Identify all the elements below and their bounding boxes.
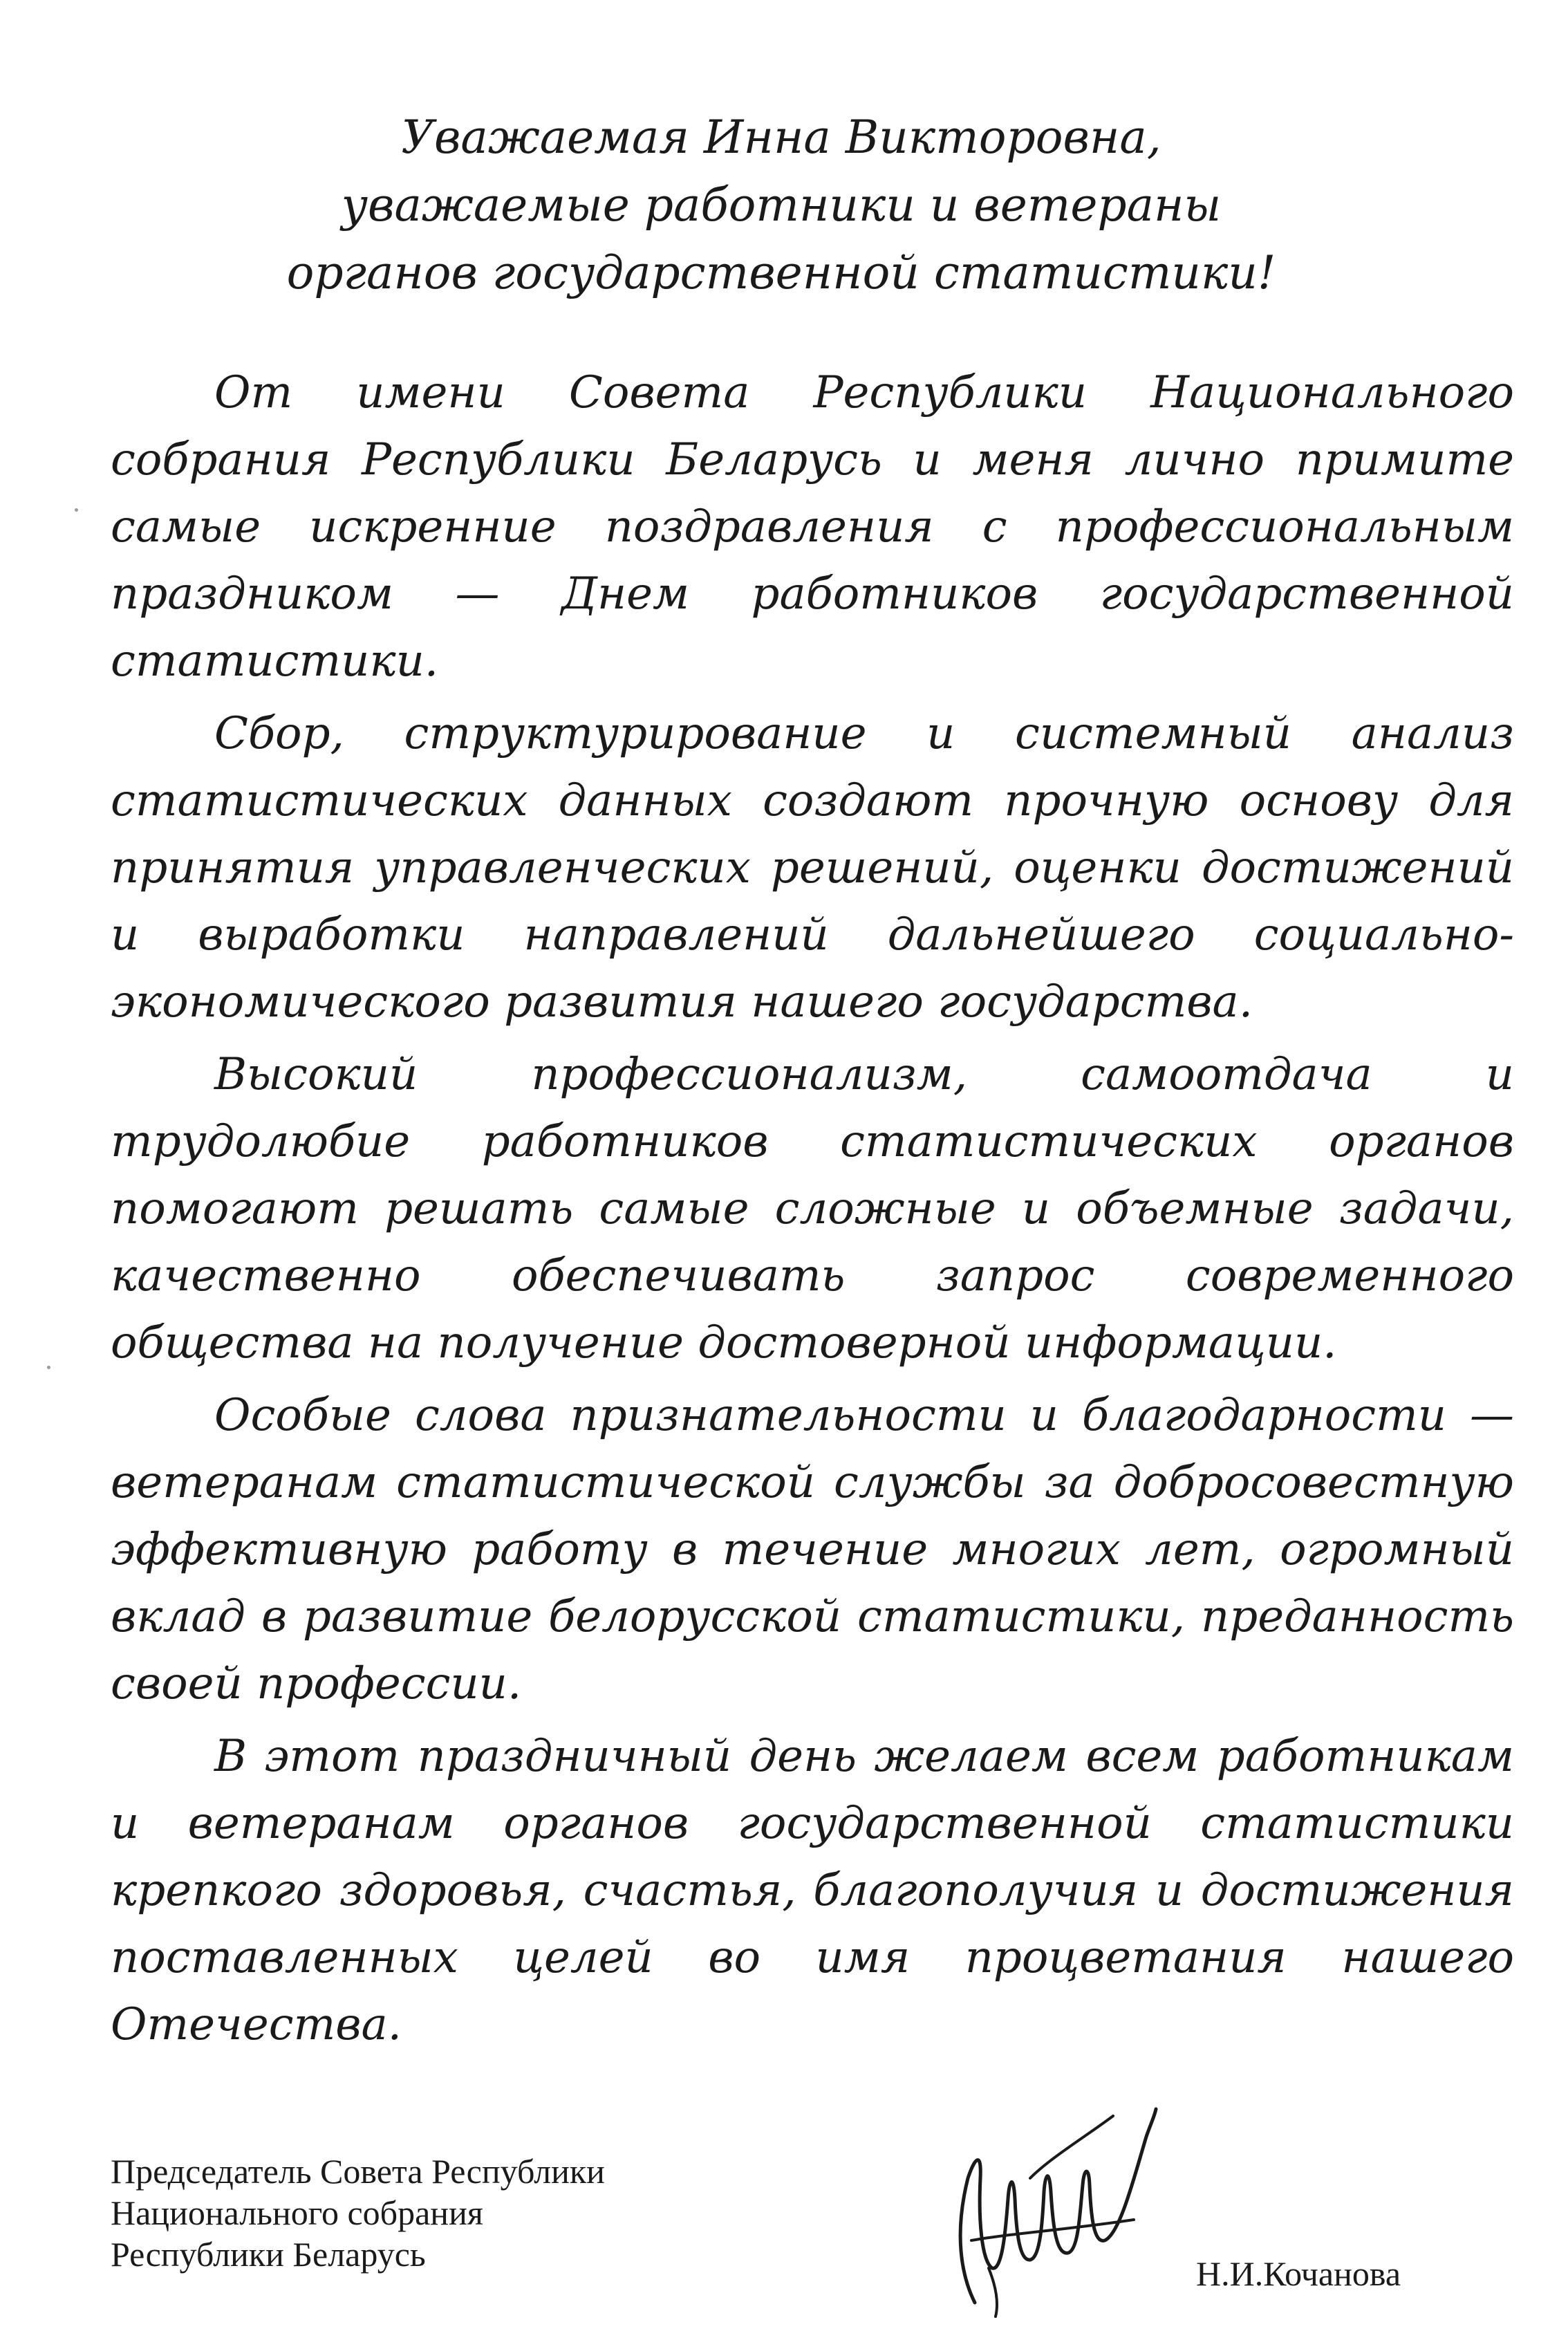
signatory-title-line-1: Председатель Совета Республики xyxy=(111,2152,605,2191)
signatory-title-line-2: Национального собрания xyxy=(111,2193,483,2232)
signatory-name: Н.И.Кочанова xyxy=(1196,2254,1401,2293)
signatory-title-line-3: Республики Беларусь xyxy=(111,2235,426,2274)
paragraph-data-analysis: Сбор, структурирование и системный анализ статистических данных создают прочную основу для принятия управленческих решений, оценки достижений и выработки направлений дальнейшего социально-экономического развития нашего государства. xyxy=(111,708,1514,1028)
salutation xyxy=(207,104,1355,307)
paragraph-veterans: Особые слова признательности и благодарности — ветеранам статистической службы за добросовестную эффективную работу в течение многих лет, огромный вклад в развитие белорусской статистики, преданность своей профессии. xyxy=(111,1390,1514,1709)
signatory-title xyxy=(111,2151,605,2275)
salutation-line-3: органов государственной статистики! xyxy=(286,246,1276,299)
letter-body xyxy=(111,360,1514,2064)
handwritten-signature xyxy=(926,2095,1175,2323)
paper-speck xyxy=(47,1366,50,1369)
paper-speck xyxy=(75,508,78,512)
salutation-line-1: Уважаемая Инна Викторовна, xyxy=(401,111,1161,164)
paragraph-professionalism: Высокий профессионализм, самоотдача и трудолюбие работников статистических органов помогают решать самые сложные и объемные задачи, качественно обеспечивать запрос современного общества на получение достоверной информации. xyxy=(111,1049,1514,1368)
paragraph-wishes: В этот праздничный день желаем всем работникам и ветеранам органов государственной статистики крепкого здоровья, счастья, благополучия и достижения поставленных целей во имя процветания нашего Отечества. xyxy=(111,1731,1514,2050)
salutation-line-2: уважаемые работники и ветераны xyxy=(341,178,1222,232)
paragraph-congratulations: От имени Совета Республики Национального собрания Республики Беларусь и меня лично примите самые искренние поздравления с профессиональным праздником — Днем работников государственной статистики. xyxy=(111,367,1514,687)
